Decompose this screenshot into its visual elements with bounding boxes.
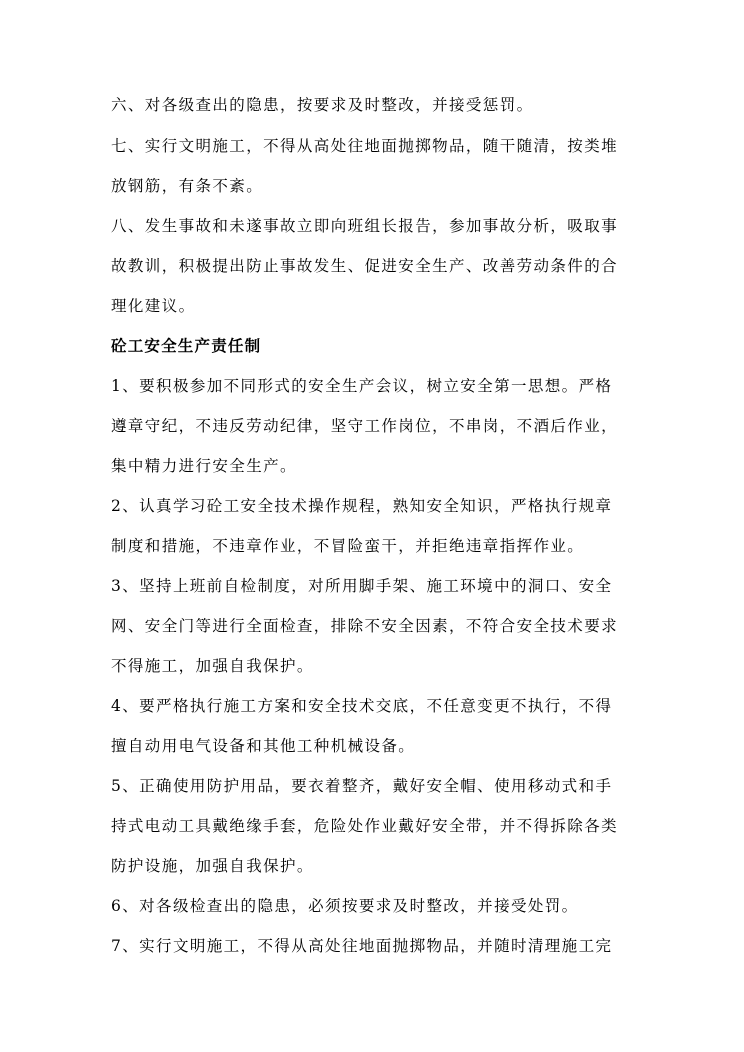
paragraph-line: 遵章守纪，不违反劳动纪律，坚守工作岗位，不串岗，不酒后作业， xyxy=(111,417,619,435)
paragraph-line: 七、实行文明施工，不得从高处往地面抛掷物品，随干随清，按类堆 xyxy=(111,137,619,155)
paragraph-line: 不得施工，加强自我保护。 xyxy=(111,657,314,675)
section-heading: 砼工安全生产责任制 xyxy=(111,337,262,355)
paragraph-line: 集中精力进行安全生产。 xyxy=(111,457,297,475)
paragraph-line: 1、要积极参加不同形式的安全生产会议，树立安全第一思想。严格 xyxy=(111,377,613,395)
paragraph-line: 网、安全门等进行全面检查，排除不安全因素，不符合安全技术要求 xyxy=(111,617,619,635)
paragraph-line: 防护设施，加强自我保护。 xyxy=(111,857,314,875)
paragraph-line: 4、要严格执行施工方案和安全技术交底，不任意变更不执行，不得 xyxy=(111,697,613,715)
paragraph-line: 故教训，积极提出防止事故发生、促进安全生产、改善劳动条件的合 xyxy=(111,257,619,275)
paragraph-line: 六、对各级查出的隐患，按要求及时整改，并接受惩罚。 xyxy=(111,96,534,114)
paragraph-line: 放钢筋，有条不紊。 xyxy=(111,177,264,195)
paragraph-line: 制度和措施，不违章作业，不冒险蛮干，并拒绝违章指挥作业。 xyxy=(111,537,585,555)
paragraph-line: 2、认真学习砼工安全技术操作规程，熟知安全知识，严格执行规章 xyxy=(111,497,613,515)
paragraph-line: 7、实行文明施工，不得从高处往地面抛掷物品，并随时清理施工完 xyxy=(111,937,613,955)
paragraph-line: 6、对各级检查出的隐患，必须按要求及时整改，并接受处罚。 xyxy=(111,897,579,915)
paragraph-line: 3、坚持上班前自检制度，对所用脚手架、施工环境中的洞口、安全 xyxy=(111,577,613,595)
paragraph-line: 理化建议。 xyxy=(111,297,196,315)
paragraph-line: 八、发生事故和未遂事故立即向班组长报告，参加事故分析，吸取事 xyxy=(111,217,619,235)
paragraph-line: 持式电动工具戴绝缘手套，危险处作业戴好安全带，并不得拆除各类 xyxy=(111,817,619,835)
paragraph-line: 擅自动用电气设备和其他工种机械设备。 xyxy=(111,737,416,755)
paragraph-line: 5、正确使用防护用品，要衣着整齐，戴好安全帽、使用移动式和手 xyxy=(111,777,613,795)
